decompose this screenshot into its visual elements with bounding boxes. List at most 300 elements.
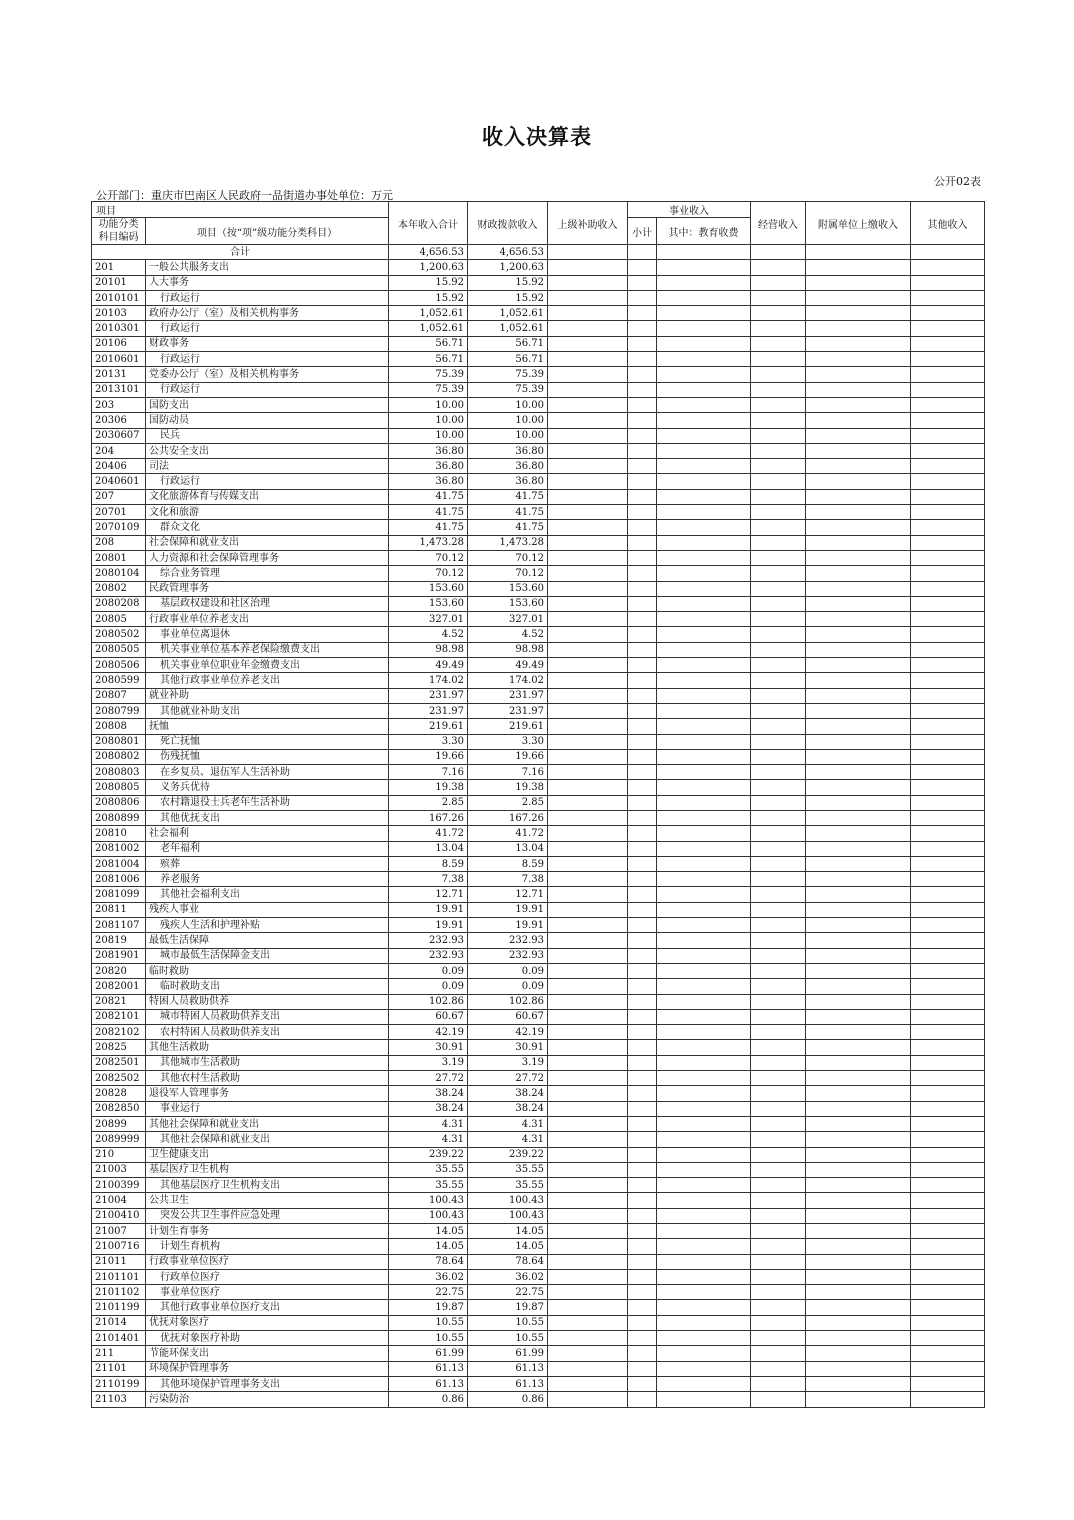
table-row [92,1025,985,1040]
row-code: 21011 [92,1254,146,1269]
empty-cell [806,948,911,963]
empty-cell [911,1009,985,1024]
row-total: 75.39 [389,382,468,397]
empty-cell [548,734,628,749]
empty-cell [911,1147,985,1162]
empty-cell [657,367,751,382]
empty-cell [806,841,911,856]
empty-cell [548,642,628,657]
row-fiscal: 7.38 [468,872,548,887]
empty-cell [548,719,628,734]
empty-cell [657,918,751,933]
empty-cell [911,566,985,581]
row-name: 环境保护管理事务 [146,1361,389,1376]
empty-cell [806,1086,911,1101]
row-fiscal: 0.86 [468,1392,548,1407]
empty-cell [751,474,806,489]
empty-cell [657,1239,751,1254]
empty-cell [657,780,751,795]
row-fiscal: 36.80 [468,443,548,458]
empty-cell [806,719,911,734]
row-fiscal: 41.75 [468,505,548,520]
row-fiscal: 61.13 [468,1376,548,1391]
empty-cell [806,902,911,917]
empty-cell [628,1071,657,1086]
row-name: 污染防治 [146,1392,389,1407]
empty-cell [911,382,985,397]
row-code: 2082501 [92,1055,146,1070]
empty-cell [911,918,985,933]
empty-cell [911,1101,985,1116]
table-row [92,1208,985,1223]
page-title: 收入决算表 [482,125,592,149]
empty-cell [751,1101,806,1116]
empty-cell [911,1285,985,1300]
empty-cell [751,642,806,657]
empty-cell [751,918,806,933]
empty-cell [751,397,806,412]
empty-cell [911,1025,985,1040]
empty-cell [548,306,628,321]
row-code: 2100410 [92,1208,146,1223]
header-total: 本年收入合计 [389,202,468,245]
row-fiscal: 3.19 [468,1055,548,1070]
empty-cell [628,260,657,275]
empty-cell [548,1224,628,1239]
empty-cell [628,1009,657,1024]
row-total: 231.97 [389,703,468,718]
row-total: 327.01 [389,612,468,627]
empty-cell [628,1331,657,1346]
header-fiscal: 财政拨款收入 [468,202,548,245]
empty-cell [657,1376,751,1391]
empty-cell [806,352,911,367]
row-code: 2080799 [92,703,146,718]
row-code: 20801 [92,550,146,565]
empty-cell [911,413,985,428]
empty-cell [911,1376,985,1391]
row-total: 0.09 [389,979,468,994]
row-fiscal: 38.24 [468,1101,548,1116]
row-code: 21101 [92,1361,146,1376]
empty-cell [806,459,911,474]
row-code: 2101101 [92,1269,146,1284]
table-row [92,1086,985,1101]
empty-cell [548,367,628,382]
row-fiscal: 239.22 [468,1147,548,1162]
empty-cell [657,550,751,565]
empty-cell [751,1055,806,1070]
empty-cell [548,1040,628,1055]
table-row [92,413,985,428]
row-name: 其他城市生活救助 [146,1055,389,1070]
table-row [92,290,985,305]
row-code: 20819 [92,933,146,948]
table-row [92,1300,985,1315]
table-row [92,856,985,871]
row-code: 2080599 [92,673,146,688]
empty-cell [657,1208,751,1223]
empty-cell [751,290,806,305]
empty-cell [628,596,657,611]
empty-cell [751,1269,806,1284]
empty-cell [548,887,628,902]
empty-cell [628,336,657,351]
row-code: 20807 [92,688,146,703]
row-total: 153.60 [389,596,468,611]
empty-cell [751,765,806,780]
empty-cell [548,535,628,550]
empty-cell [911,1224,985,1239]
empty-cell [657,994,751,1009]
table-row [92,1315,985,1330]
row-code: 208 [92,535,146,550]
empty-cell [657,1331,751,1346]
empty-cell [628,566,657,581]
empty-cell [657,979,751,994]
empty-cell [628,979,657,994]
empty-cell [657,887,751,902]
empty-cell [548,1331,628,1346]
empty-cell [806,428,911,443]
row-fiscal: 61.13 [468,1361,548,1376]
table-row [92,443,985,458]
row-fiscal: 38.24 [468,1086,548,1101]
table-row [92,963,985,978]
table-row [92,1376,985,1391]
empty-cell [628,795,657,810]
empty-cell [548,795,628,810]
empty-cell [751,520,806,535]
empty-cell [751,306,806,321]
row-name: 农村籍退役士兵老年生活补助 [146,795,389,810]
empty-cell [911,596,985,611]
empty-cell [751,1224,806,1239]
row-fiscal: 10.55 [468,1331,548,1346]
row-code: 207 [92,489,146,504]
row-total: 3.19 [389,1055,468,1070]
empty-cell [548,688,628,703]
row-total: 35.55 [389,1162,468,1177]
table-row [92,1101,985,1116]
empty-cell [548,658,628,673]
row-total: 36.80 [389,474,468,489]
row-fiscal: 19.38 [468,780,548,795]
row-fiscal: 36.80 [468,474,548,489]
empty-cell [911,826,985,841]
table-row [92,520,985,535]
row-code: 2080104 [92,566,146,581]
empty-cell [806,963,911,978]
empty-cell [657,397,751,412]
empty-cell [548,826,628,841]
empty-cell [628,1254,657,1269]
empty-cell [806,1009,911,1024]
row-code: 2081901 [92,948,146,963]
row-total: 61.99 [389,1346,468,1361]
table-row [92,1071,985,1086]
table-row [92,336,985,351]
empty-cell [628,550,657,565]
empty-cell [751,489,806,504]
row-total: 27.72 [389,1071,468,1086]
empty-cell [751,719,806,734]
empty-cell [806,1361,911,1376]
row-fiscal: 75.39 [468,382,548,397]
table-row [92,1361,985,1376]
empty-cell [751,780,806,795]
row-code: 2100716 [92,1239,146,1254]
table-row [92,765,985,780]
empty-cell [911,872,985,887]
empty-cell [806,1376,911,1391]
row-code: 2082502 [92,1071,146,1086]
empty-cell [911,765,985,780]
empty-cell [911,1315,985,1330]
table-row [92,1269,985,1284]
row-name: 民兵 [146,428,389,443]
empty-cell [806,1040,911,1055]
empty-cell [548,474,628,489]
empty-cell [657,826,751,841]
row-total: 1,052.61 [389,321,468,336]
empty-cell [806,550,911,565]
row-total: 19.91 [389,918,468,933]
empty-cell [911,443,985,458]
table-row [92,1193,985,1208]
table-row [92,489,985,504]
empty-cell [806,306,911,321]
empty-cell [548,1376,628,1391]
total-label: 合计 [92,245,389,260]
table-row [92,1162,985,1177]
table-row [92,795,985,810]
row-name: 党委办公厅（室）及相关机构事务 [146,367,389,382]
table-row [92,352,985,367]
row-code: 20828 [92,1086,146,1101]
empty-cell [548,1009,628,1024]
row-total: 4.52 [389,627,468,642]
empty-cell [751,459,806,474]
row-fiscal: 10.00 [468,413,548,428]
empty-cell [548,1285,628,1300]
row-code: 2100399 [92,1178,146,1193]
empty-cell [806,489,911,504]
table-row [92,841,985,856]
row-name: 计划生育机构 [146,1239,389,1254]
row-fiscal: 41.72 [468,826,548,841]
empty-cell [911,673,985,688]
row-name: 其他基层医疗卫生机构支出 [146,1178,389,1193]
row-total: 36.80 [389,459,468,474]
empty-cell [628,1361,657,1376]
row-name: 节能环保支出 [146,1346,389,1361]
table-row [92,459,985,474]
empty-cell [806,810,911,825]
row-total: 100.43 [389,1193,468,1208]
income-table [91,201,985,1408]
empty-cell [657,1101,751,1116]
empty-cell [548,505,628,520]
empty-cell [806,887,911,902]
empty-cell [628,1300,657,1315]
empty-cell [657,535,751,550]
row-fiscal: 36.80 [468,459,548,474]
empty-cell [911,902,985,917]
empty-cell [751,1208,806,1223]
row-code: 20811 [92,902,146,917]
empty-cell [751,275,806,290]
empty-cell [657,428,751,443]
empty-cell [548,566,628,581]
table-row [92,688,985,703]
empty-cell [806,336,911,351]
empty-cell [628,352,657,367]
empty-cell [628,612,657,627]
empty-cell [657,719,751,734]
empty-cell [806,1208,911,1223]
row-code: 21004 [92,1193,146,1208]
empty-cell [806,1178,911,1193]
empty-cell [806,1239,911,1254]
empty-cell [806,979,911,994]
empty-cell [806,260,911,275]
row-code: 20805 [92,612,146,627]
empty-cell [806,1315,911,1330]
row-total: 167.26 [389,810,468,825]
empty-cell [548,612,628,627]
table-row [92,979,985,994]
row-name: 行政事业单位养老支出 [146,612,389,627]
empty-cell [548,1071,628,1086]
row-total: 239.22 [389,1147,468,1162]
empty-cell [657,1132,751,1147]
row-fiscal: 153.60 [468,581,548,596]
row-name: 基层政权建设和社区治理 [146,596,389,611]
empty-cell [657,581,751,596]
table-row [92,1254,985,1269]
row-name: 卫生健康支出 [146,1147,389,1162]
empty-cell [751,1392,806,1407]
empty-cell [806,627,911,642]
empty-cell [548,994,628,1009]
empty-cell [657,658,751,673]
row-name: 行政运行 [146,321,389,336]
empty-cell [806,1346,911,1361]
empty-cell [806,397,911,412]
empty-cell [628,1162,657,1177]
empty-cell [911,275,985,290]
empty-cell [657,260,751,275]
empty-cell [548,948,628,963]
header-other: 其他收入 [911,202,985,245]
row-fiscal: 22.75 [468,1285,548,1300]
row-name: 司法 [146,459,389,474]
row-total: 60.67 [389,1009,468,1024]
empty-cell [657,1285,751,1300]
form-number: 公开02表 [934,175,981,188]
empty-cell [628,1025,657,1040]
table-row [92,612,985,627]
row-fiscal: 4.31 [468,1116,548,1131]
empty-cell [806,994,911,1009]
empty-cell [628,642,657,657]
row-name: 义务兵优待 [146,780,389,795]
header-item: 项目 [92,202,389,218]
empty-cell [628,841,657,856]
row-fiscal: 231.97 [468,703,548,718]
row-total: 13.04 [389,841,468,856]
row-total: 41.75 [389,505,468,520]
row-total: 231.97 [389,688,468,703]
table-row [92,933,985,948]
table-row [92,321,985,336]
row-name: 一般公共服务支出 [146,260,389,275]
empty-cell [751,1086,806,1101]
table-row [92,1285,985,1300]
empty-cell [628,703,657,718]
empty-cell [657,749,751,764]
row-fiscal: 13.04 [468,841,548,856]
row-fiscal: 36.02 [468,1269,548,1284]
empty-cell [548,1269,628,1284]
empty-cell [751,703,806,718]
row-name: 公共卫生 [146,1193,389,1208]
empty-cell [657,872,751,887]
empty-cell [628,382,657,397]
empty-cell [548,1055,628,1070]
row-code: 2081006 [92,872,146,887]
table-row [92,596,985,611]
row-code: 2089999 [92,1132,146,1147]
empty-cell [911,505,985,520]
empty-cell [628,413,657,428]
empty-cell [657,321,751,336]
row-fiscal: 49.49 [468,658,548,673]
row-name: 机关事业单位职业年金缴费支出 [146,658,389,673]
row-total: 2.85 [389,795,468,810]
empty-cell [806,1147,911,1162]
empty-cell [548,1116,628,1131]
row-name: 临时救助 [146,963,389,978]
empty-cell [548,581,628,596]
empty-cell [628,994,657,1009]
empty-cell [806,1071,911,1086]
row-name: 事业运行 [146,1101,389,1116]
row-name: 基层医疗卫生机构 [146,1162,389,1177]
empty-cell [751,734,806,749]
row-code: 20810 [92,826,146,841]
empty-cell [751,627,806,642]
empty-cell [911,1040,985,1055]
empty-cell [657,459,751,474]
row-code: 2080806 [92,795,146,810]
empty-cell [657,612,751,627]
row-total: 38.24 [389,1101,468,1116]
row-code: 2082102 [92,1025,146,1040]
table-row [92,1132,985,1147]
empty-cell [628,933,657,948]
row-code: 2080505 [92,642,146,657]
table-row [92,367,985,382]
empty-cell [548,321,628,336]
table-row [92,948,985,963]
empty-cell [911,1239,985,1254]
empty-cell [806,1269,911,1284]
empty-cell [548,703,628,718]
empty-cell [911,1392,985,1407]
row-fiscal: 98.98 [468,642,548,657]
